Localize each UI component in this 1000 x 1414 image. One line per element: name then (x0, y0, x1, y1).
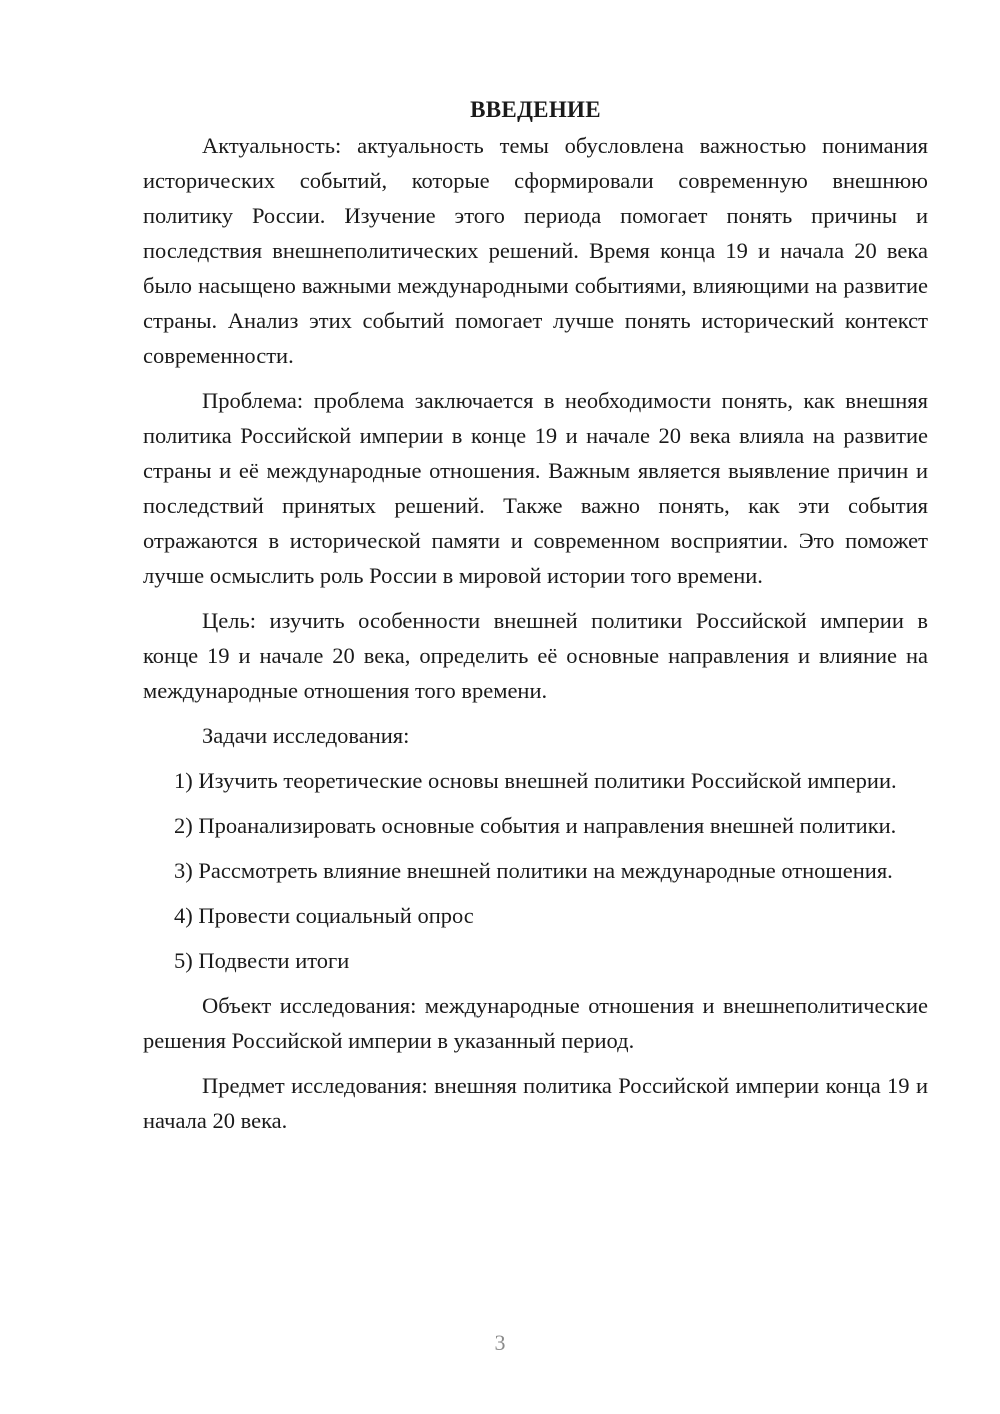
subject-paragraph: Предмет исследования: внешняя политика Российской империи конца 19 и начала 20 века. (143, 1073, 928, 1133)
page-number: 3 (494, 1330, 506, 1355)
task-item: 5) Подвести итоги (174, 948, 350, 973)
document-page (143, 92, 928, 1148)
problem-paragraph: Проблема: проблема заключается в необходимости понять, как внешняя политика Российской империи в конце 19 и начале 20 века влияла на развитие страны и её международные отношения. Важным является выявление причин и последствий принятых решений. Также важно понять, как эти события отражаются в исторической памяти и современном восприятии. Это поможет лучше осмыслить роль России в мировой истории того времени. (143, 388, 928, 588)
task-item: 2) Проанализировать основные события и направления внешней политики. (174, 813, 897, 838)
relevance-paragraph: Актуальность: актуальность темы обусловлена важностью понимания исторических событий, которые сформировали современную внешнюю политику России. Изучение этого периода помогает понять причины и последствия внешнеполитических решений. Время конца 19 и начала 20 века было насыщено важными международными событиями, влияющими на развитие страны. Анализ этих событий помогает лучше понять исторический контекст современности. (143, 133, 928, 368)
task-item: 4) Провести социальный опрос (174, 903, 474, 928)
task-item: 1) Изучить теоретические основы внешней политики Российской империи. (174, 768, 897, 793)
task-item: 3) Рассмотреть влияние внешней политики на международные отношения. (174, 858, 893, 883)
object-paragraph: Объект исследования: международные отношения и внешнеполитические решения Российской империи в указанный период. (143, 993, 928, 1053)
page-title: ВВЕДЕНИЕ (470, 97, 601, 122)
tasks-heading: Задачи исследования: (202, 723, 410, 748)
goal-paragraph: Цель: изучить особенности внешней политики Российской империи в конце 19 и начале 20 века, определить её основные направления и влияние на международные отношения того времени. (143, 608, 928, 703)
